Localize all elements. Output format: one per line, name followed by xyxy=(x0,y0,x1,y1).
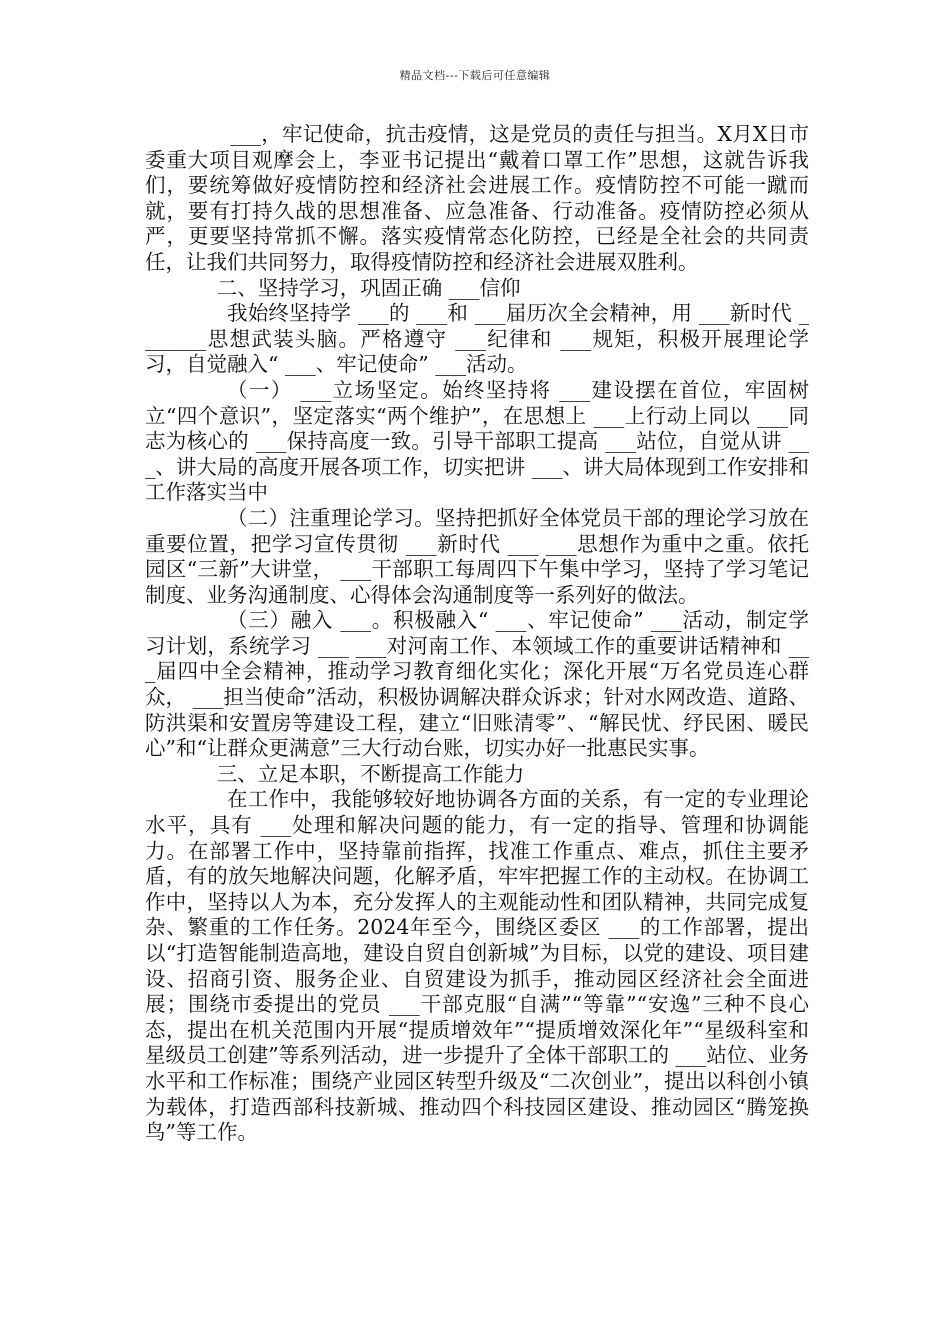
paragraph-work-ability: 在工作中，我能够较好地协调各方面的关系，有一定的专业理论水平，具有 ___处理和解决问题的能力，有一定的指导、管理和协调能力。在部署工作中，坚持靠前指挥，找准工作重点、难点，抓住主要矛盾，有的放矢地解决问题，化解矛盾，牢牢把握工作的主动权。在协调工作中，坚持以人为本，充分发挥人的主观能动性和团队精神，共同完成复杂、繁重的工作任务。2024年至今，围绕区委区 ___的工作部署，提出以“打造智能制造高地，建设自贸自创新城”为目标，以党的建设、项目建设、招商引资、服务企业、自贸建设为抓手，推动园区经济社会全面进展；围绕市委提出的党员 ___干部克服“自满”“等靠”“安逸”三种不良心态，提出在机关范围内开展“提质增效年”“提质增效深化年”“星级科室和星级员工创建”等系列活动，进一步提升了全体干部职工的 ___站位、业务水平和工作标准；围绕产业园区转型升级及“二次创业”，提出以科创小镇为载体，打造西部科技新城、推动四个科技园区建设、推动园区“腾笼换鸟”等工作。 xyxy=(145,787,809,1145)
paragraph-study: 我始终坚持学 ___的 ___和 ___届历次全会精神，用 ___新时代 _______思想武装头脑。严格遵守 ___纪律和 ___规矩，积极开展理论学习，自觉融入“ ___、牢记使命” ___活动。 xyxy=(145,301,809,377)
paragraph-item-2: （二）注重理论学习。坚持把抓好全体党员干部的理论学习放在重要位置，把学习宣传贯彻 ___新时代 ___ ___思想作为重中之重。依托园区“三新”大讲堂， ___干部职工每周四下午集中学习，坚持了学习笔记制度、业务沟通制度、心得体会沟通制度等一系列好的做法。 xyxy=(145,505,809,607)
section-heading-3: 三、立足本职，不断提高工作能力 xyxy=(216,761,525,786)
paragraph-item-1: （一） ___立场坚定。始终坚持将 ___建设摆在首位，牢固树立“四个意识”，坚定落实“两个维护”，在思想上 ___上行动上同以 ___同志为核心的 ___保持高度一致。引导干部职工提高 ___站位，自觉从讲 ___、讲大局的高度开展各项工作，切实把讲 ___、讲大局体现到工作安排和工作落实当中 xyxy=(145,377,809,505)
paragraph-epidemic: ___，牢记使命，抗击疫情，这是党员的责任与担当。X月X日市委重大项目观摩会上，李亚书记提出“戴着口罩工作”思想，这就告诉我们，要统筹做好疫情防控和经济社会进展工作。疫情防控不可能一蹴而就，要有打持久战的思想准备、应急准备、行动准备。疫情防控必须从严，更要坚持常抓不懈。落实疫情常态化防控，已经是全社会的共同责任，让我们共同努力，取得疫情防控和经济社会进展双胜利。 xyxy=(145,122,809,274)
section-heading-2: 二、坚持学习，巩固正确 ___信仰 xyxy=(216,275,521,300)
document-body xyxy=(145,122,809,1146)
page-header: 精品文档---下载后可任意编辑 xyxy=(399,69,551,82)
paragraph-item-3: （三）融入 ___。积极融入“ ___、牢记使命” ___活动，制定学习计划，系统学习 ___ ___对河南工作、本领域工作的重要讲话精神和 ___届四中全会精神，推动学习教育细化实化；深化开展“万名党员连心群众， ___担当使命”活动，积极协调解决群众诉求；针对水网改造、道路、防洪渠和安置房等建设工程，建立“旧账清零”、“解民忧、纾民困、暖民心”和“让群众更满意”三大行动台账，切实办好一批惠民实事。 xyxy=(145,608,809,761)
